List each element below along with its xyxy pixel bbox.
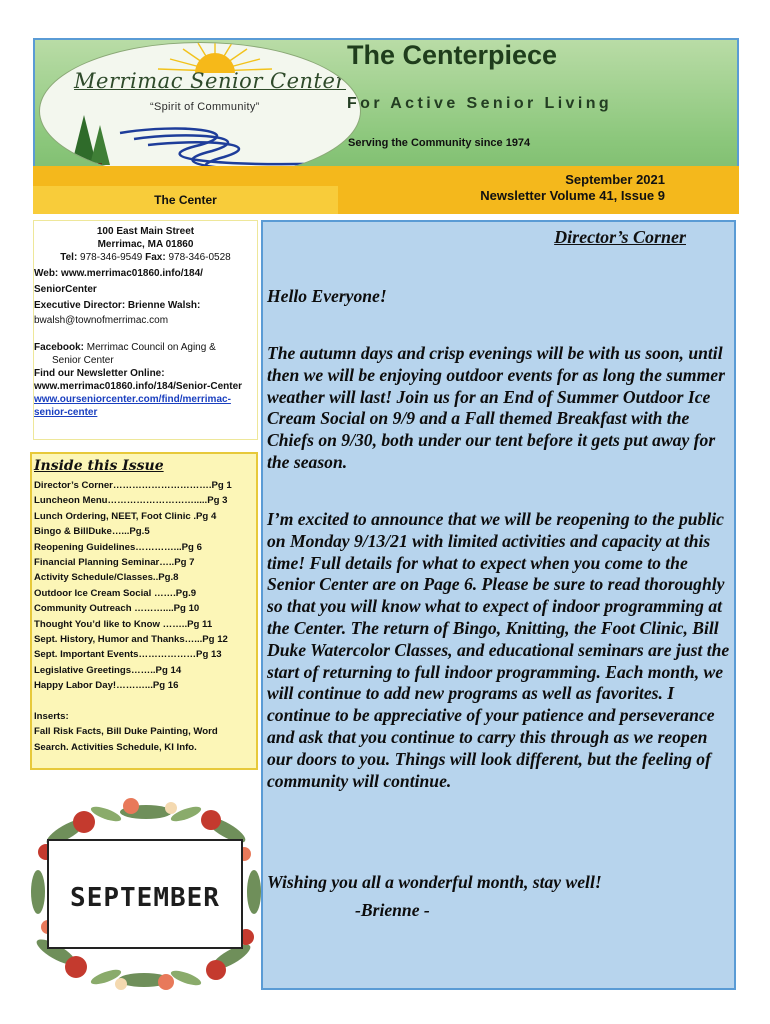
web-line: Web: www.merrimac01860.info/184/ (34, 268, 203, 279)
closing: Wishing you all a wonderful month, stay well! (267, 872, 602, 892)
senior-center-link[interactable]: www.ourseniorcenter.com/find/merrimac-senior-center (34, 394, 231, 418)
director-email: bwalsh@townofmerrimac.com (34, 315, 169, 326)
toc-item: Director’s Corner………………………….Pg 1 (34, 480, 232, 491)
paragraph-1: The autumn days and crisp evenings will be with us soon, until then we will be enjoying outdoor events for as long the summer weather will last! Join us for an End of Summer Outdoor Ice Cream Social on 9/9 and a Fall themed Breakfast with the Chiefs on 9/30, both under our tent before it gets put away for the season. (267, 343, 725, 472)
issue-date: September 2021 (565, 172, 665, 187)
toc-item: Luncheon Menu……………………….....Pg 3 (34, 495, 228, 507)
toc-item: Lunch Ordering, NEET, Foot Clinic .Pg 4 (34, 510, 217, 522)
toc-item: Bingo & BillDuke…...Pg.5 (34, 526, 150, 538)
toc-item: Community Outreach ………....Pg 10 (34, 603, 200, 615)
newsletter-subtitle: For Active Senior Living (347, 95, 613, 112)
director-label: Executive Director: Brienne Walsh: (34, 300, 201, 311)
issue-bar (33, 166, 739, 214)
directors-corner-heading: Director’s Corner (554, 227, 686, 247)
phone-line (34, 251, 257, 264)
facebook-value: Merrimac Council on Aging & (84, 342, 216, 353)
tel-label: Tel: (60, 252, 78, 263)
facebook-line (34, 341, 257, 354)
senior-center-logo (39, 42, 361, 180)
serving-since: Serving the Community since 1974 (348, 137, 531, 149)
logo-name: Merrimac Senior Center (74, 69, 346, 93)
toc-item: Sept. History, Humor and Thanks…...Pg 12 (34, 634, 228, 646)
directors-corner (261, 220, 736, 990)
logo-motto: “Spirit of Community” (150, 101, 260, 113)
contact-info (33, 220, 258, 440)
inside-this-issue (30, 452, 258, 770)
issue-volume: Newsletter Volume 41, Issue 9 (480, 188, 665, 203)
signature: -Brienne - (355, 900, 430, 920)
newsletter-title: The Centerpiece (347, 40, 558, 70)
fax-value: 978-346-0528 (165, 252, 231, 263)
toc-item: Financial Planning Seminar…..Pg 7 (34, 557, 195, 569)
address-city: Merrimac, MA 01860 (97, 239, 194, 250)
online-label: Find our Newsletter Online: (34, 368, 165, 379)
inserts-label: Inserts: (34, 710, 69, 722)
september-floral-graphic (26, 792, 264, 997)
toc-item: Outdoor Ice Cream Social …….Pg.9 (34, 587, 197, 599)
toc-item: Activity Schedule/Classes..Pg.8 (34, 572, 179, 584)
web-line-2: SeniorCenter (34, 284, 97, 295)
tel-value: 978-346-9549 (77, 252, 146, 263)
toc-item: Happy Labor Day!………...Pg 16 (34, 680, 179, 692)
toc-item: Thought You’d like to Know ……..Pg 11 (34, 618, 213, 630)
september-title: SEPTEMBER (70, 883, 220, 913)
fax-label: Fax: (145, 252, 166, 263)
greeting: Hello Everyone! (267, 286, 387, 306)
facebook-label: Facebook: (34, 342, 85, 353)
address-street: 100 East Main Street (96, 226, 195, 237)
inside-title: Inside this Issue (34, 458, 164, 474)
toc-item: Reopening Guidelines…………...Pg 6 (34, 541, 202, 553)
masthead (33, 38, 739, 183)
the-center-label: The Center (154, 193, 217, 207)
inserts-text: Fall Risk Facts, Bill Duke Painting, Word Search. Activities Schedule, KI Info. (34, 725, 218, 753)
facebook-line-2: Senior Center (52, 355, 114, 366)
toc-item: Legislative Greetings……..Pg 14 (34, 664, 182, 676)
online-url: www.merrimac01860.info/184/Senior-Center (34, 381, 243, 392)
paragraph-2: I’m excited to announce that we will be reopening to the public on Monday 9/13/21 with limited activities and capacity at this time! Full details for what to expect when you come to the Senior Center are on Page 6. Please be sure to read thoroughly so that you will know what to expect of indoor programming at the Center. The return of Bingo, Knitting, the Foot Clinic, Bill Duke Watercolor Classes, and educational seminars are just the start of returning to full indoor programming. Each month, we will continue to add new programs as well as favorites. I continue to be appreciative of your patience and perseverance and ask that you continue to carry this through as we reopen our doors to you. Things will look different, but the feeling of community will continue. (267, 509, 730, 791)
toc-item: Sept. Important Events………………Pg 13 (34, 649, 222, 661)
